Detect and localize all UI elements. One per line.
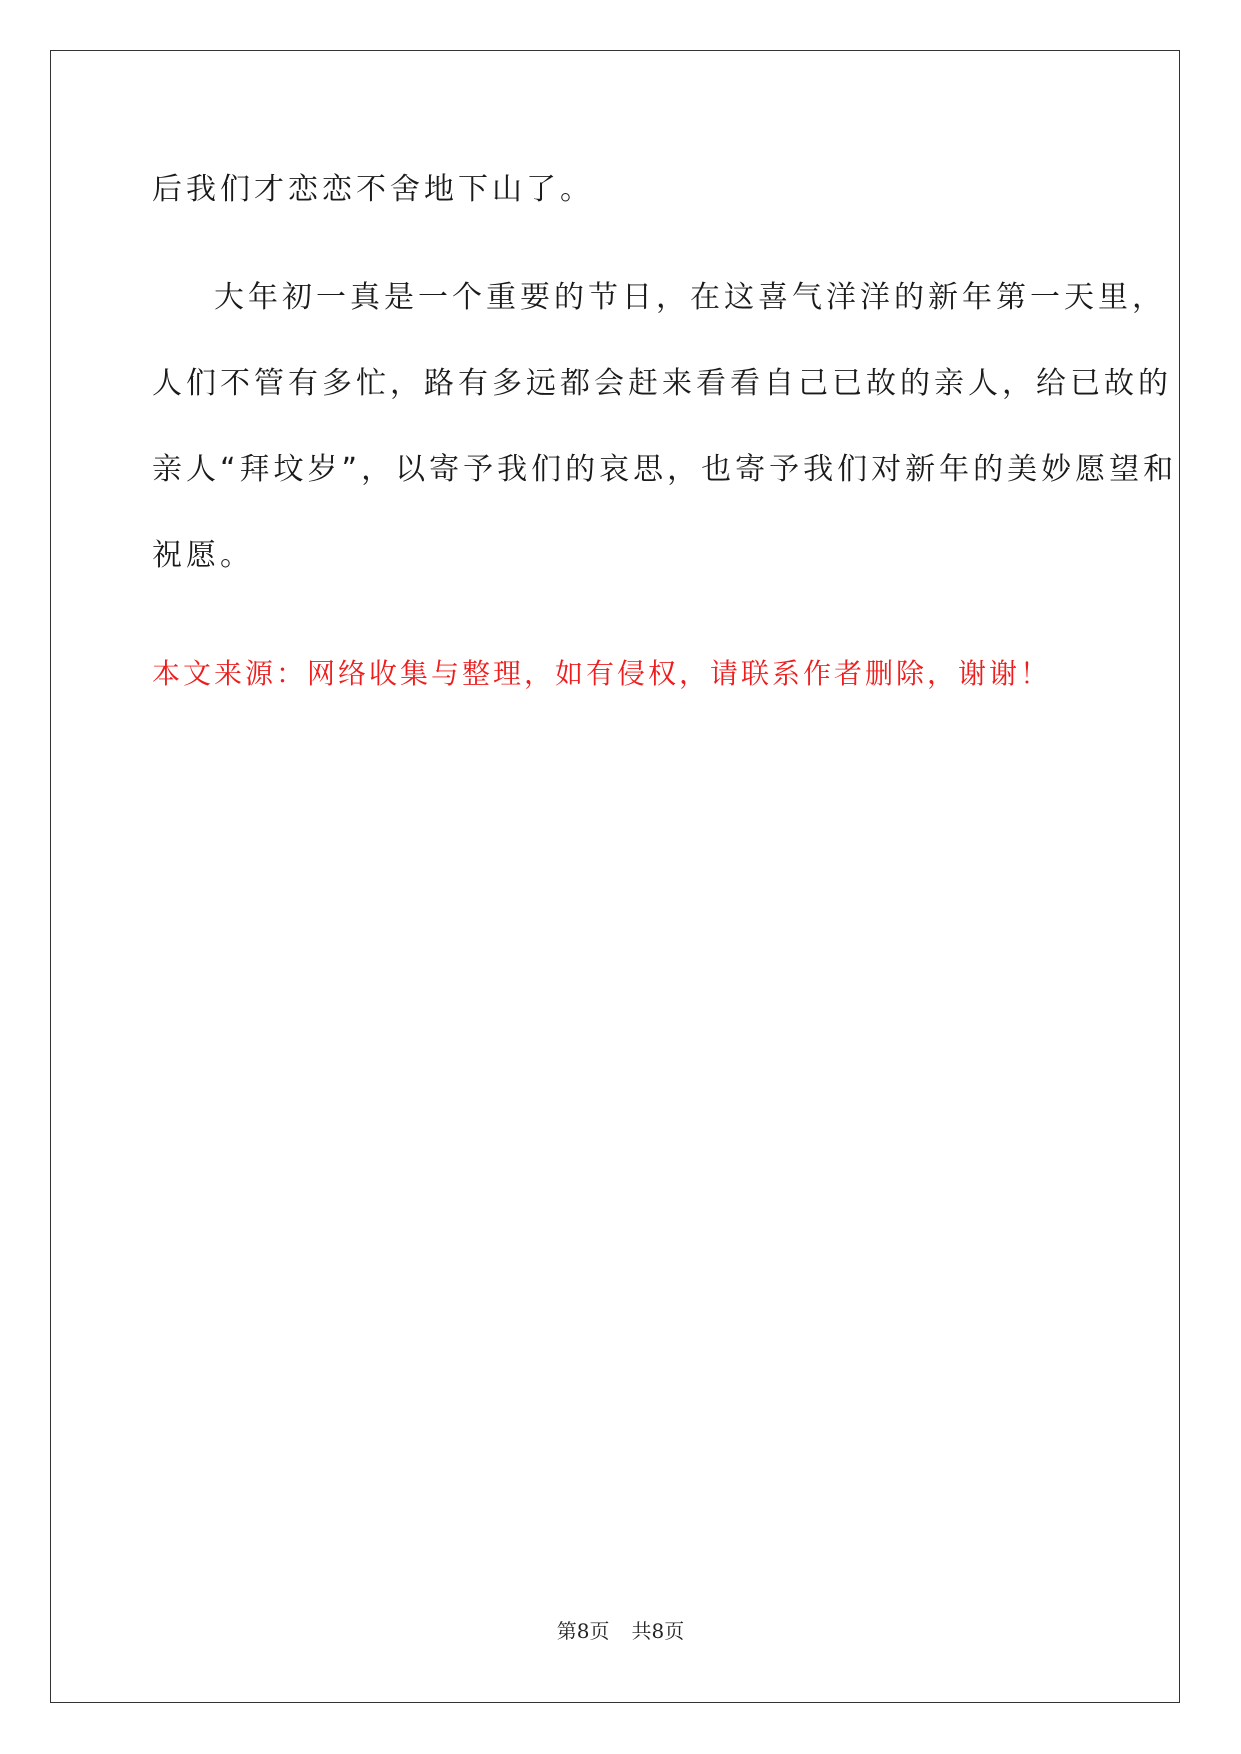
paragraph-2-line-4: 祝愿。 — [152, 538, 254, 573]
paragraph-2 — [152, 255, 1178, 599]
total-page-count: 共8页 — [631, 1619, 685, 1643]
page-footer — [0, 1615, 1241, 1644]
paragraph-2-line-3: 亲人“拜坟岁”，以寄予我们的哀思，也寄予我们对新年的美妙愿望和 — [152, 452, 1178, 487]
paragraph-2-line-1: 大年初一真是一个重要的节日，在这喜气洋洋的新年第一天里， — [214, 280, 1166, 315]
current-page-number: 第8页 — [556, 1619, 610, 1643]
paragraph-2-line-2: 人们不管有多忙，路有多远都会赶来看看自己已故的亲人，给已故的 — [152, 366, 1172, 401]
paragraph-continuation: 后我们才恋恋不舍地下山了。 — [152, 172, 594, 207]
source-disclaimer: 本文来源：网络收集与整理，如有侵权，请联系作者删除，谢谢！ — [152, 657, 1052, 690]
